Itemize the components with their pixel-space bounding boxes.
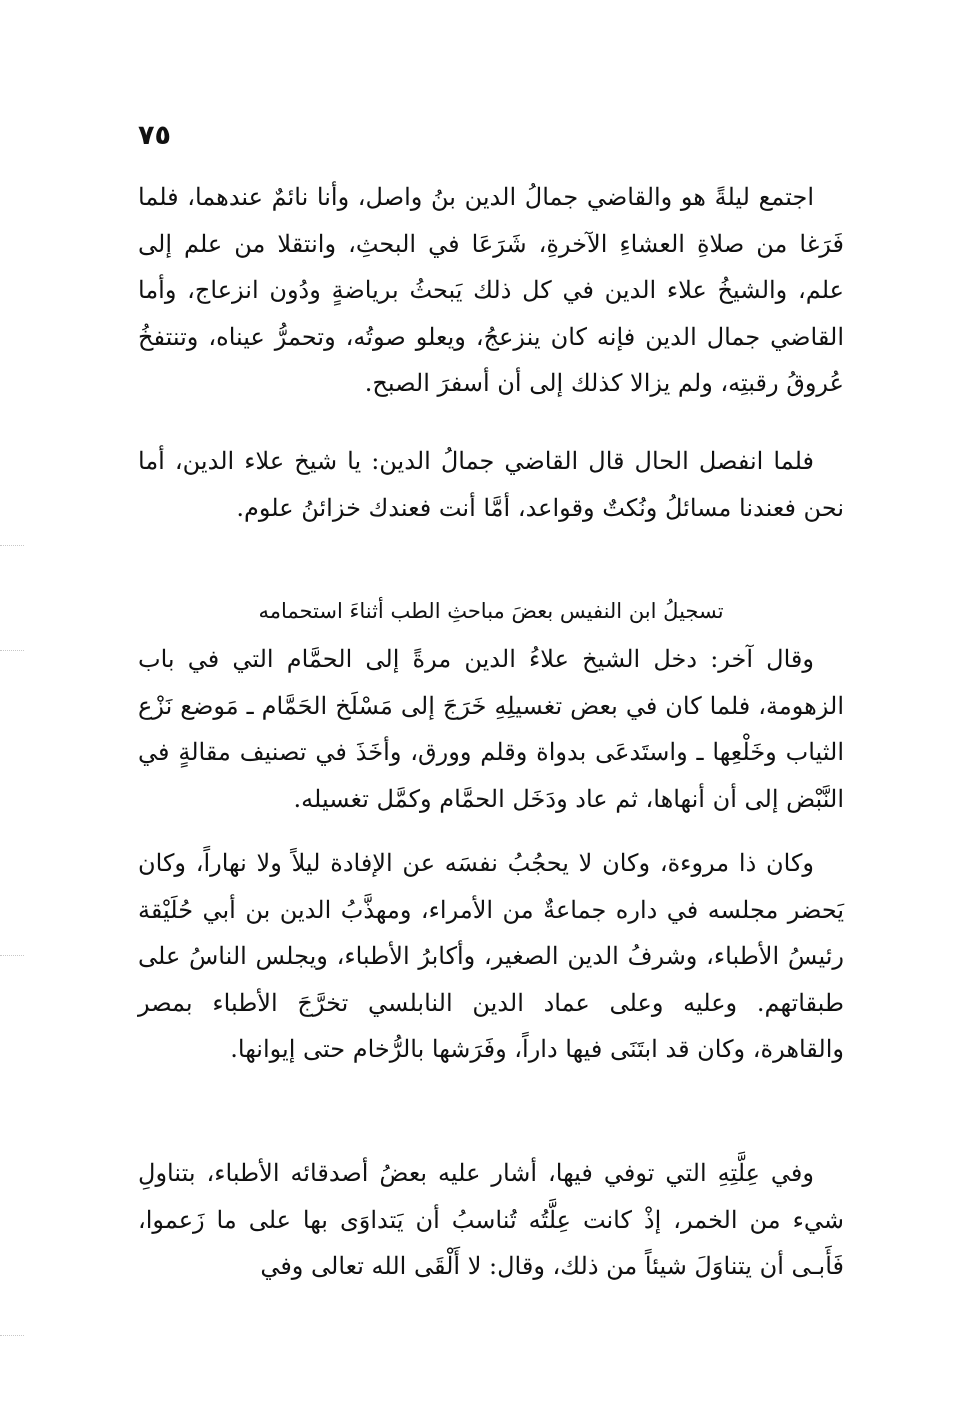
paragraph-text: وفي عِلَّتِهِ التي توفي فيها، أشار عليه بعضُ أصدقائه الأطباء، بتناولِ شيء من الخمر، إذْ كانت عِلَّتُه تُناسبُ أن يَتداوَى بها على ما زَعموا، فَأَبـى أن يتناوَلَ شيئاً من ذلك، وقال: لا أَلْقَى الله تعالى وفي: [138, 1159, 844, 1280]
paragraph-4: [138, 840, 844, 1073]
paragraph-text: فلما انفصل الحال قال القاضي جمالُ الدين: يا شيخ علاء الدين، أما نحن فعندنا مسائلُ ونُكتٌ وقواعد، أمَّا أنت فعندك خزائنُ علوم.: [138, 447, 844, 522]
scan-margin-mark: [0, 1335, 24, 1336]
scan-margin-mark: [0, 650, 24, 651]
paragraph-text: وقال آخر: دخل الشيخ علاءُ الدين مرةً إلى الحمَّام التي في باب الزهومة، فلما كان في بعض تغسيلِهِ خَرَجَ إلى مَسْلَخ الحَمَّام ـ مَوضع نَزْع الثياب وخَلْعِها ـ واستَدعَى بدواة وقلم وورق، وأخَذَ في تصنيف مقالةٍ في النَّبْض إلى أن أنهاها، ثم عاد ودَخَل الحمَّام وكمَّل تغسيله.: [138, 645, 844, 813]
paragraph-3: [138, 636, 844, 822]
paragraph-1: [138, 174, 844, 407]
paragraph-2: [138, 438, 844, 531]
page-number: ٧٥: [138, 120, 171, 151]
paragraph-5: [138, 1150, 844, 1290]
scan-margin-mark: [0, 955, 24, 956]
section-heading: تسجيلُ ابن النفيس بعضَ مباحثِ الطب أثناءَ استحمامه: [258, 599, 724, 623]
paragraph-text: وكان ذا مروءة، وكان لا يحجُبُ نفسَه عن الإفادة ليلاً ولا نهاراً، وكان يَحضر مجلسه في داره جماعةٌ من الأمراء، ومهذَّبُ الدين بن أبي حُلَيْقة رئيسُ الأطباء، وشرفُ الدين الصغير، وأكابرُ الأطباء، ويجلس الناسُ على طبقاتهم. وعليه وعلى عماد الدين النابلسي تخرَّجَ الأطباء بمصر والقاهرة، وكان قد ابتَنَى فيها داراً، وفَرَشها بالرُّخام حتى إيوانها.: [138, 849, 844, 1063]
scan-margin-mark: [0, 545, 24, 546]
paragraph-text: اجتمع ليلةً هو والقاضي جمالُ الدين بنُ واصل، وأنا نائمٌ عندهما، فلما فَرَغا من صلاةِ العشاءِ الآخرةِ، شَرَعَا في البحثِ، وانتقلا من علم إلى علم، والشيخُ علاء الدين في كل ذلك يَبحثُ برياضةٍ ودُون انزعاج، وأما القاضي جمال الدين فإنه كان ينزعجُ، ويعلو صوتُه، وتحمرُّ عيناه، وتنتفخُ عُروقُ رقبتِه، ولم يزالا كذلك إلى أن أسفرَ الصبح.: [138, 183, 844, 397]
